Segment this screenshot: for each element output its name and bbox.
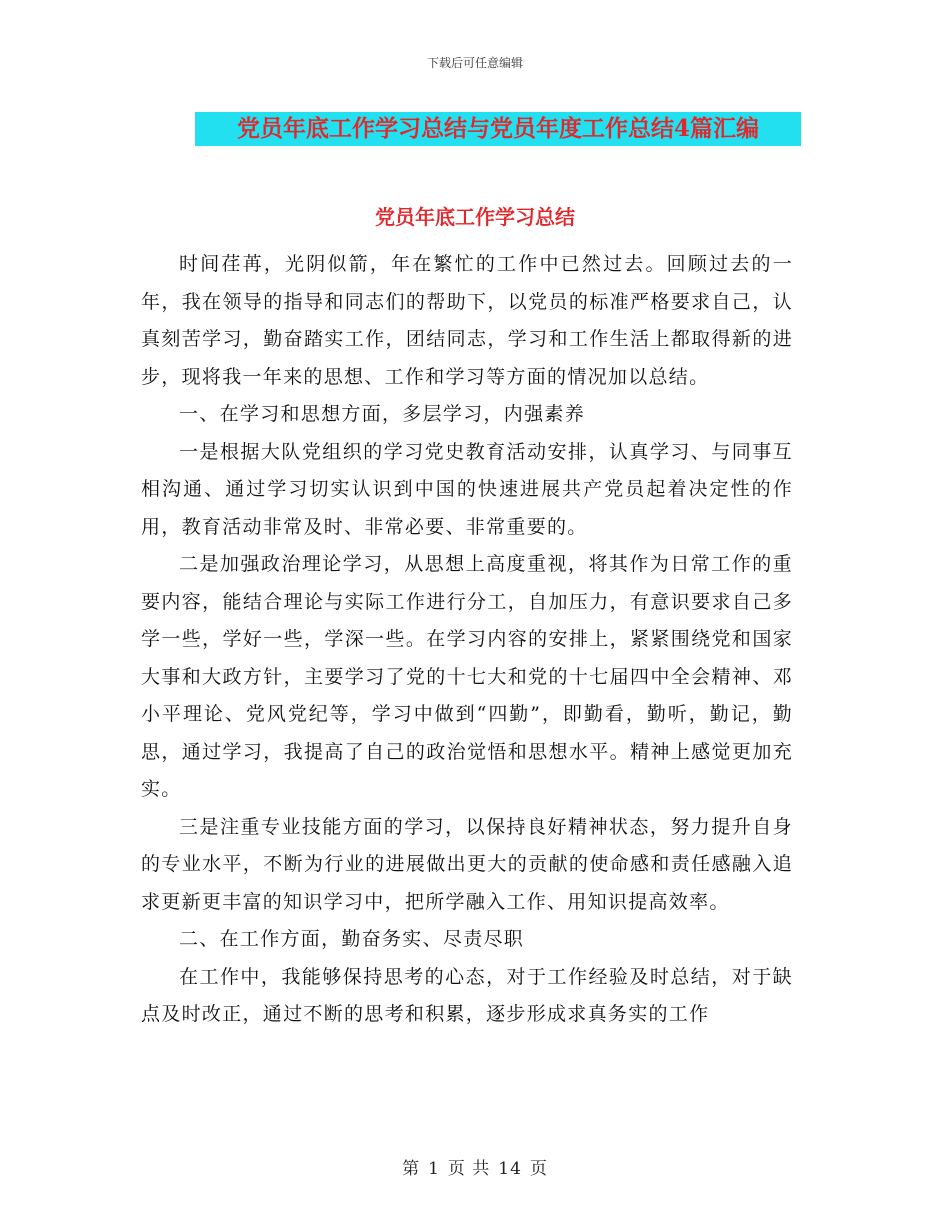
footer-prefix: 第 [402,1159,421,1179]
paragraph-heading: 二、在工作方面，勤奋务实、尽责尽职 [179,928,525,950]
footer-middle: 页 共 [447,1159,491,1179]
paragraph: 时间荏苒，光阴似箭，年在繁忙的工作中已然过去。回顾过去的一年，我在领导的指导和同志们的帮助下，以党员的标准严格要求自己，认真刻苦学习，勤奋踏实工作，团结同志，学习和工作生活上都取得新的进步，现将我一年来的思想、工作和学习等方面的情况加以总结。 [141,253,793,388]
document-title: 党员年底工作学习总结与党员年度工作总结4篇汇编 [195,112,801,146]
section-title: 党员年底工作学习总结 [375,205,575,229]
page-total: 14 [498,1159,522,1179]
paragraph: 二是加强政治理论学习，从思想上高度重视，将其作为日常工作的重要内容，能结合理论与实际工作进行分工，自加压力，有意识要求自己多学一些，学好一些，学深一些。在学习内容的安排上，紧紧围绕党和国家大事和大政方针，主要学习了党的十七大和党的十七届四中全会精神、邓小平理论、党风党纪等，学习中做到“四勤”，即勤看，勤听，勤记，勤思，通过学习，我提高了自己的政治觉悟和思想水平。精神上感觉更加充实。 [141,553,793,800]
footer-suffix: 页 [529,1159,548,1179]
page-number: 1 [428,1159,440,1179]
paragraph: 在工作中，我能够保持思考的心态，对于工作经验及时总结，对于缺点及时改正，通过不断的思考和积累，逐步形成求真务实的工作 [141,965,793,1025]
paragraph: 一是根据大队党组织的学习党史教育活动安排，认真学习、与同事互相沟通、通过学习切实认识到中国的快速进展共产党员起着决定性的作用，教育活动非常及时、非常必要、非常重要的。 [141,440,793,538]
page-footer [0,1154,950,1179]
body-text [141,246,793,1034]
header-note: 下载后可任意编辑 [426,56,523,70]
paragraph: 三是注重专业技能方面的学习，以保持良好精神状态，努力提升自身的专业水平，不断为行业的进展做出更大的贡献的使命感和责任感融入追求更新更丰富的知识学习中，把所学融入工作、用知识提高效率。 [141,815,793,913]
paragraph-heading: 一、在学习和思想方面，多层学习，内强素养 [179,403,586,425]
